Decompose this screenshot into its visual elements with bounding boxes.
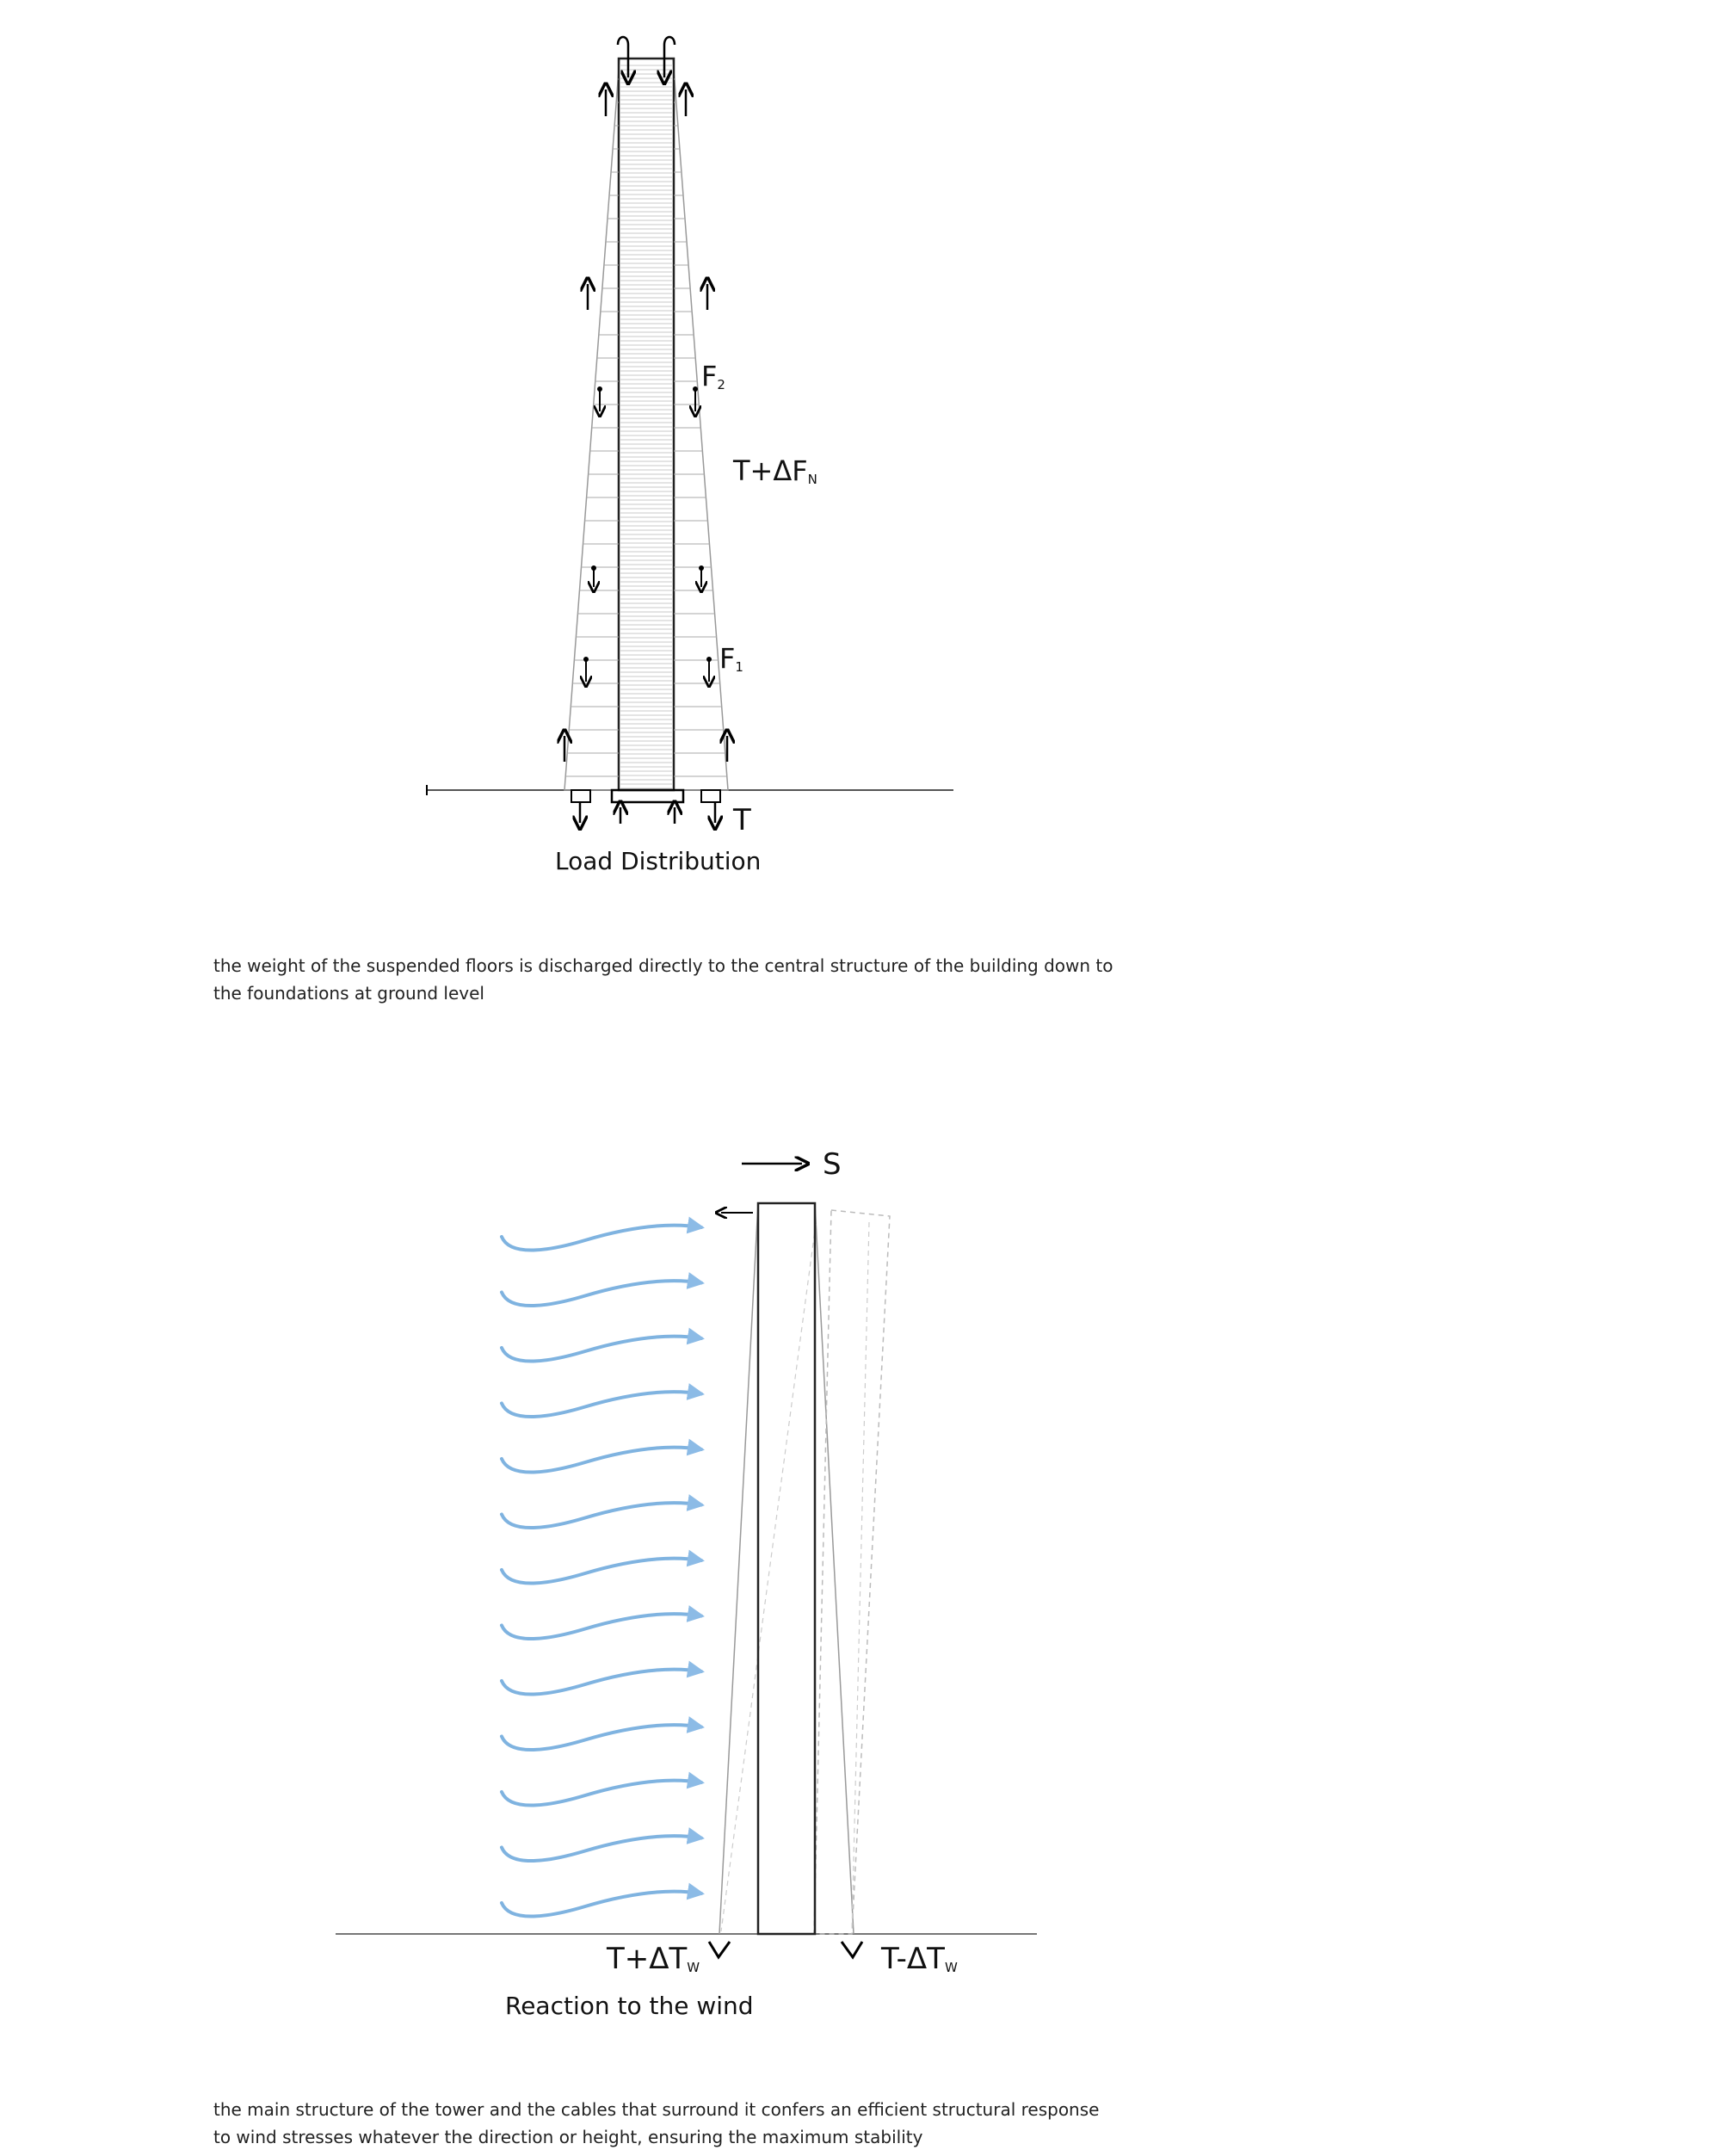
- cable-right: [815, 1203, 854, 1934]
- deflected-tower-outline: [814, 1210, 890, 1934]
- wind-stream: [502, 1836, 701, 1861]
- foundation-core: [612, 790, 683, 802]
- label-t-plus-dtw: T+ΔTW: [607, 1942, 700, 1976]
- wind-stream: [502, 1559, 701, 1584]
- wind-stream: [502, 1670, 701, 1695]
- paragraph-cables-stability: the main structure of the tower and the cables that surround it confers an efficient structural response to wind stresses whatever the direction or height, ensuring the maximum stability: [213, 2099, 1100, 2147]
- label-f2: F2: [701, 360, 725, 392]
- label-t-minus-dtw: T-ΔTW: [881, 1942, 958, 1976]
- foundation-left: [571, 790, 590, 802]
- load-distribution-caption: Load Distribution: [555, 847, 762, 875]
- wind-stream: [502, 1503, 701, 1528]
- cable-left: [719, 1203, 758, 1934]
- paragraph-suspended-floors: the weight of the suspended floors is discharged directly to the central structure of the building down to the foundations at ground level: [213, 955, 1113, 1004]
- down-arrows: [580, 389, 715, 823]
- core-floor-lines: [620, 65, 673, 788]
- wind-stream: [502, 1337, 701, 1362]
- label-f1: F1: [719, 642, 743, 675]
- wind-stream: [502, 1725, 701, 1750]
- label-s: S: [823, 1147, 842, 1182]
- down-arrow-right: [842, 1942, 862, 1957]
- wind-stream: [502, 1281, 701, 1306]
- wind-stream: [502, 1614, 701, 1639]
- wind-stream: [502, 1892, 701, 1917]
- tower-main: [758, 1203, 815, 1934]
- load-distribution-diagram: [426, 37, 953, 837]
- wind-stream: [502, 1448, 701, 1473]
- wind-stream: [502, 1392, 701, 1417]
- foundation-right: [701, 790, 720, 802]
- wind-reaction-caption: Reaction to the wind: [505, 1992, 754, 2020]
- label-t: T: [733, 803, 751, 837]
- wind-reaction-diagram: [336, 1147, 1037, 1976]
- wind-stream: [502, 1226, 701, 1251]
- wind-streams: [502, 1226, 701, 1917]
- wind-stream: [502, 1781, 701, 1806]
- down-arrow-left: [709, 1942, 730, 1957]
- label-t-delta-fn: T+ΔFN: [733, 454, 817, 487]
